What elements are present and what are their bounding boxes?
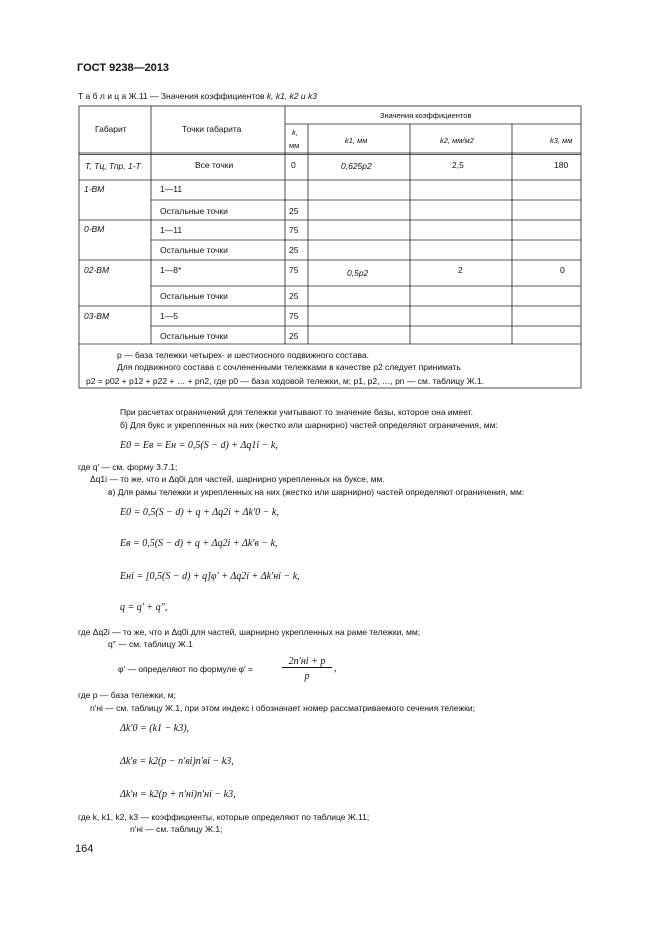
- cell-points: Все точки: [195, 160, 234, 170]
- formula: E0 = Eв = Eн = 0,5(S − d) + Δq1i − k,: [120, 440, 278, 451]
- cell-k: 75: [289, 265, 299, 275]
- fraction-denominator: p: [304, 671, 310, 682]
- where-line: где k, k1, k2, k3 — коэффициенты, которые определяют по таблице Ж.11;: [78, 812, 370, 822]
- page-number: 164: [75, 843, 94, 855]
- formula-phi-text: φ′ — определяют по формуле φ′ =: [118, 664, 253, 674]
- formula: E0 = 0,5(S − d) + q + Δq2i + Δk′0 − k,: [120, 507, 279, 518]
- header-gabarit: Габарит: [95, 124, 127, 134]
- where-line: где q′ — см. форму 3.7.1;: [78, 462, 178, 472]
- cell-gabarit: 03-ВМ: [84, 311, 110, 321]
- cell-k3: 180: [554, 160, 569, 170]
- header-coeffs: Значения коэффициентов: [380, 111, 472, 120]
- cell-k2: 2,5: [452, 160, 464, 170]
- table-note-3: p2 = p02 + p12 + p22 + … + pn2, где p0 — база ходовой тележки, м; p1, p2, …, pn — см. таблицу Ж.1.: [86, 376, 485, 386]
- formula: Δk′н = k2(p + n′нi)n′нi − k3,: [120, 789, 236, 800]
- table-note-2: Для подвижного состава с сочлененными тележками в качестве p2 следует принимать: [117, 362, 461, 372]
- cell-points: 1—5: [160, 311, 178, 321]
- cell-k3: 0: [560, 265, 565, 275]
- header-k-unit: мм: [289, 141, 300, 150]
- where-line: n′нi — см. таблицу Ж.1, при этом индекс i обозначает номер рассматриваемого сечения тележки;: [90, 703, 475, 713]
- table-caption-vars: k, k1, k2 и k3: [266, 91, 317, 101]
- table-note-1: p — база тележки четырех- и шестиосного подвижного состава.: [117, 350, 369, 360]
- header-k: k,: [292, 128, 298, 137]
- cell-points: 1—11: [160, 184, 183, 194]
- header-k1: k1, мм: [345, 136, 368, 145]
- where-line: где p — база тележки, м;: [78, 690, 176, 700]
- cell-points: Остальные точки: [160, 331, 228, 341]
- cell-points: 1—8*: [160, 265, 182, 275]
- header-k2: k2, мм/м2: [440, 136, 474, 145]
- formula: Δk′0 = (k1 − k3),: [120, 723, 190, 734]
- paragraph: При расчетах ограничений для тележки учитывают то значение базы, которое она имеет.: [120, 407, 473, 417]
- paragraph: б) Для букс и укрепленных на них (жестко или шарнирно) частей определяют ограничения, мм:: [120, 420, 498, 430]
- fraction-end: ,: [334, 663, 337, 674]
- where-line: q″ — см. таблицу Ж.1: [108, 639, 193, 649]
- cell-k: 25: [289, 291, 299, 301]
- cell-points: Остальные точки: [160, 245, 228, 255]
- cell-k2: 2: [458, 265, 463, 275]
- cell-k1: 0,5p2: [347, 268, 369, 278]
- cell-gabarit: 1-ВМ: [84, 184, 105, 194]
- cell-points: Остальные точки: [160, 206, 228, 216]
- cell-gabarit: 0-ВМ: [84, 224, 105, 234]
- formula: Eв = 0,5(S − d) + q + Δq2i + Δk′в − k,: [120, 538, 278, 549]
- cell-points: 1—11: [160, 225, 183, 235]
- formula: q = q′ + q″,: [120, 602, 168, 613]
- cell-gabarit: 02-ВМ: [84, 265, 110, 275]
- header-points: Точки габарита: [182, 124, 242, 134]
- table-caption-prefix: Т а б л и ц а Ж.11 — Значения коэффициентов: [78, 91, 265, 101]
- where-line: n′нi — см. таблицу Ж.1;: [130, 824, 223, 834]
- cell-k1: 0,625p2: [341, 161, 372, 171]
- cell-k: 25: [289, 245, 299, 255]
- cell-points: Остальные точки: [160, 291, 228, 301]
- document-id: ГОСТ 9238—2013: [77, 62, 170, 74]
- cell-k: 0: [291, 160, 296, 170]
- cell-k: 75: [289, 311, 299, 321]
- fraction-numerator: 2n′нi + p: [282, 656, 332, 668]
- formula: Eнi = [0,5(S − d) + q]φ′ + Δq2i + Δk′нi − k,: [120, 571, 300, 582]
- cell-gabarit: Т, Тц, Тпр, 1-Т: [85, 161, 141, 171]
- cell-k: 25: [289, 331, 299, 341]
- header-k3: k3, мм: [550, 136, 573, 145]
- cell-k: 25: [289, 206, 299, 216]
- paragraph: в) Для рамы тележки и укрепленных на них (жестко или шарнирно) частей определяют ограничения, мм:: [108, 487, 525, 497]
- cell-k: 75: [289, 225, 299, 235]
- formula: Δk′в = k2(p − n′вi)n′вi − k3,: [120, 756, 234, 767]
- where-line: где Δq2i — то же, что и Δq0i для частей, шарнирно укрепленных на раме тележки, мм;: [78, 627, 421, 637]
- where-line: Δq1i — то же, что и Δq0i для частей, шарнирно укрепленных на буксе, мм.: [90, 474, 385, 484]
